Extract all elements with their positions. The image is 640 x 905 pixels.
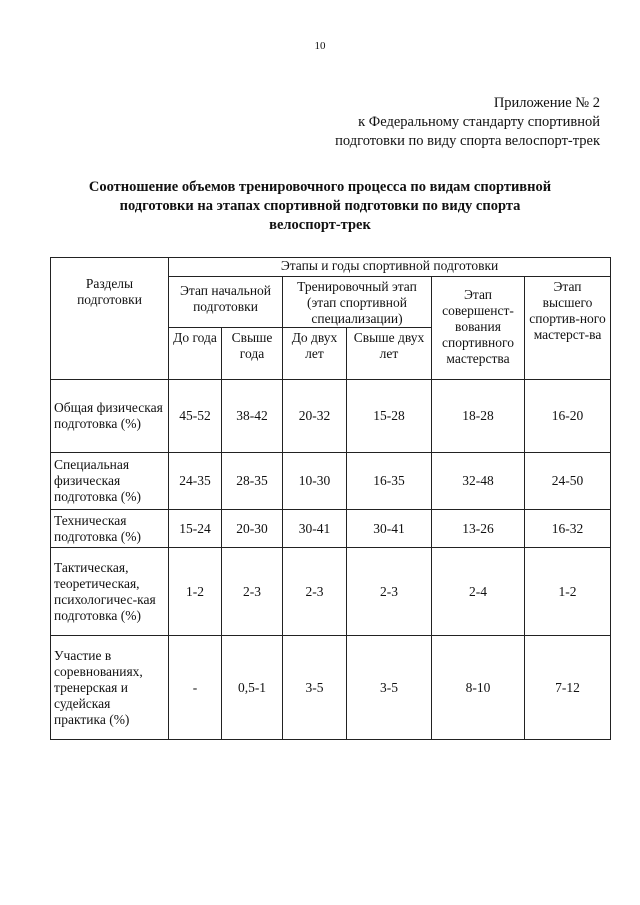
table-cell: 30-41: [283, 510, 347, 548]
table-row: [51, 548, 611, 636]
document-title: [60, 178, 580, 235]
table-cell: 2-3: [283, 548, 347, 636]
table-cell: 3-5: [347, 636, 432, 740]
table-cell: 24-35: [169, 453, 222, 510]
row-label: Участие в соревнованиях, тренерская и судейская практика (%): [51, 636, 169, 740]
header-highest-stage: Этап высшего спортив-ного мастерст-ва: [525, 277, 611, 380]
table-cell: 16-20: [525, 380, 611, 453]
table-cell: 15-28: [347, 380, 432, 453]
table-cell: 3-5: [283, 636, 347, 740]
table-cell: 2-3: [347, 548, 432, 636]
table-cell: 10-30: [283, 453, 347, 510]
table-row: [51, 510, 611, 548]
title-line-2: подготовки на этапах спортивной подготовки по виду спорта: [119, 198, 521, 214]
header-initial-stage: Этап начальной подготовки: [169, 277, 283, 328]
header-sub-initial-2: Свыше года: [222, 328, 283, 380]
table-cell: 30-41: [347, 510, 432, 548]
row-label: Общая физическая подготовка (%): [51, 380, 169, 453]
training-ratio-table: [50, 257, 611, 740]
table-cell: 15-24: [169, 510, 222, 548]
row-label: Техническая подготовка (%): [51, 510, 169, 548]
table-cell: 13-26: [432, 510, 525, 548]
table-row: [51, 380, 611, 453]
row-label: Специальная физическая подготовка (%): [51, 453, 169, 510]
header-sub-training-1: До двух лет: [283, 328, 347, 380]
appendix-line-3: подготовки по виду спорта велоспорт-трек: [335, 133, 600, 149]
page-number: 10: [314, 40, 326, 52]
table-cell: 1-2: [169, 548, 222, 636]
table-cell: 16-32: [525, 510, 611, 548]
table-row: [51, 636, 611, 740]
table-cell: 1-2: [525, 548, 611, 636]
appendix-header: [335, 94, 600, 151]
table-cell: 18-28: [432, 380, 525, 453]
table-cell: 0,5-1: [222, 636, 283, 740]
header-training-stage: Тренировочный этап (этап спортивной специализации): [283, 277, 432, 328]
table-cell: 2-4: [432, 548, 525, 636]
header-sections: Разделы подготовки: [51, 258, 169, 380]
appendix-line-2: к Федеральному стандарту спортивной: [358, 114, 600, 130]
appendix-line-1: Приложение № 2: [493, 95, 600, 111]
table-cell: 20-30: [222, 510, 283, 548]
table-cell: 2-3: [222, 548, 283, 636]
table-cell: 45-52: [169, 380, 222, 453]
table-cell: 38-42: [222, 380, 283, 453]
table-cell: 16-35: [347, 453, 432, 510]
title-line-1: Соотношение объемов тренировочного процесса по видам спортивной: [88, 179, 552, 195]
header-sub-initial-1: До года: [169, 328, 222, 380]
header-sub-training-2: Свыше двух лет: [347, 328, 432, 380]
table-cell: 7-12: [525, 636, 611, 740]
table-cell: 20-32: [283, 380, 347, 453]
table-cell: 28-35: [222, 453, 283, 510]
header-improvement-stage: Этап совершенст-вования спортивного мастерства: [432, 277, 525, 380]
table-cell: 32-48: [432, 453, 525, 510]
title-line-3: велоспорт-трек: [269, 217, 371, 233]
table-cell: 8-10: [432, 636, 525, 740]
table-row: [51, 453, 611, 510]
header-stages-years: Этапы и годы спортивной подготовки: [169, 258, 611, 277]
table-cell: -: [169, 636, 222, 740]
table-cell: 24-50: [525, 453, 611, 510]
row-label: Тактическая, теоретическая, психологичес-кая подготовка (%): [51, 548, 169, 636]
